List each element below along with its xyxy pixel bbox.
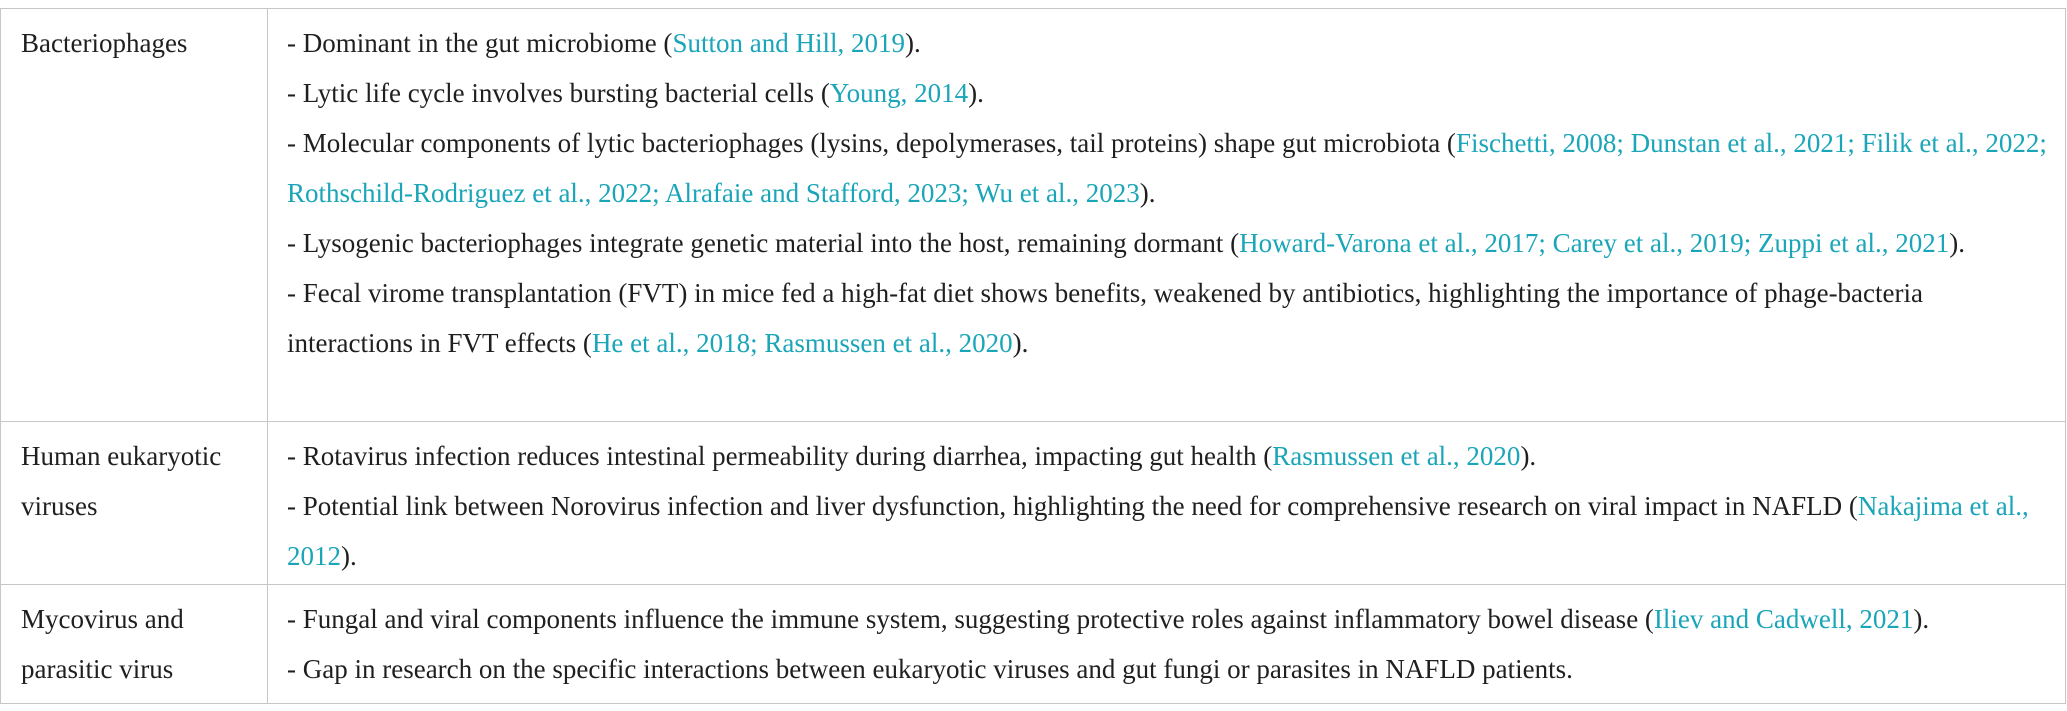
list-item: - Gap in research on the specific interactions between eukaryotic viruses and gut fungi or parasites in NAFLD patients. xyxy=(287,654,1573,684)
citation-link[interactable]: Howard-Varona et al., 2017; Carey et al., 2019; Zuppi et al., 2021 xyxy=(1239,228,1950,258)
category-cell xyxy=(1,585,268,704)
list-item: - Dominant in the gut microbiome (Sutton and Hill, 2019). xyxy=(287,28,921,58)
table-row xyxy=(1,9,2066,422)
citation-link[interactable]: Sutton and Hill, 2019 xyxy=(672,28,905,58)
list-item: - Potential link between Norovirus infection and liver dysfunction, highlighting the need for comprehensive research on viral impact in NAFLD (Nakajima et al., 2012). xyxy=(287,491,2029,571)
description-cell xyxy=(268,585,2066,704)
list-item: - Fungal and viral components influence the immune system, suggesting protective roles against inflammatory bowel disease (Iliev and Cadwell, 2021). xyxy=(287,604,1930,634)
citation-link[interactable]: Fischetti, 2008; Dunstan et al., 2021; Filik et al., 2022; Rothschild-Rodriguez et al., 2022; Alrafaie and Stafford, 2023; Wu et al., 2023 xyxy=(287,128,2047,208)
table-row xyxy=(1,585,2066,704)
category-label: Bacteriophages xyxy=(21,28,188,58)
list-item: - Rotavirus infection reduces intestinal permeability during diarrhea, impacting gut health (Rasmussen et al., 2020). xyxy=(287,441,1537,471)
citation-link[interactable]: Rasmussen et al., 2020 xyxy=(1272,441,1521,471)
description-cell xyxy=(268,422,2066,585)
category-cell xyxy=(1,9,268,422)
citation-link[interactable]: He et al., 2018; Rasmussen et al., 2020 xyxy=(591,328,1013,358)
citation-link[interactable]: Young, 2014 xyxy=(829,78,969,108)
list-item: - Lysogenic bacteriophages integrate genetic material into the host, remaining dormant (Howard-Varona et al., 2017; Carey et al., 2019; Zuppi et al., 2021). xyxy=(287,228,1965,258)
category-label: Mycovirus and parasitic virus xyxy=(21,604,184,684)
citation-link[interactable]: Iliev and Cadwell, 2021 xyxy=(1653,604,1914,634)
category-label: Human eukaryotic viruses xyxy=(21,441,222,521)
list-item: - Molecular components of lytic bacteriophages (lysins, depolymerases, tail proteins) shape gut microbiota (Fischetti, 2008; Dunstan et al., 2021; Filik et al., 2022; Rothschild-Rodriguez et al., 2022; Alrafaie and Stafford, 2023; Wu et al., 2023). xyxy=(287,128,2047,208)
citation-link[interactable]: Nakajima et al., 2012 xyxy=(287,491,2029,571)
description-cell xyxy=(268,9,2066,422)
summary-table xyxy=(0,8,2066,704)
list-item: - Fecal virome transplantation (FVT) in mice fed a high-fat diet shows benefits, weakened by antibiotics, highlighting the importance of phage-bacteria interactions in FVT effects (He et al., 2018; Rasmussen et al., 2020). xyxy=(287,278,1923,358)
list-item: - Lytic life cycle involves bursting bacterial cells (Young, 2014). xyxy=(287,78,984,108)
category-cell xyxy=(1,422,268,585)
table-row xyxy=(1,422,2066,585)
